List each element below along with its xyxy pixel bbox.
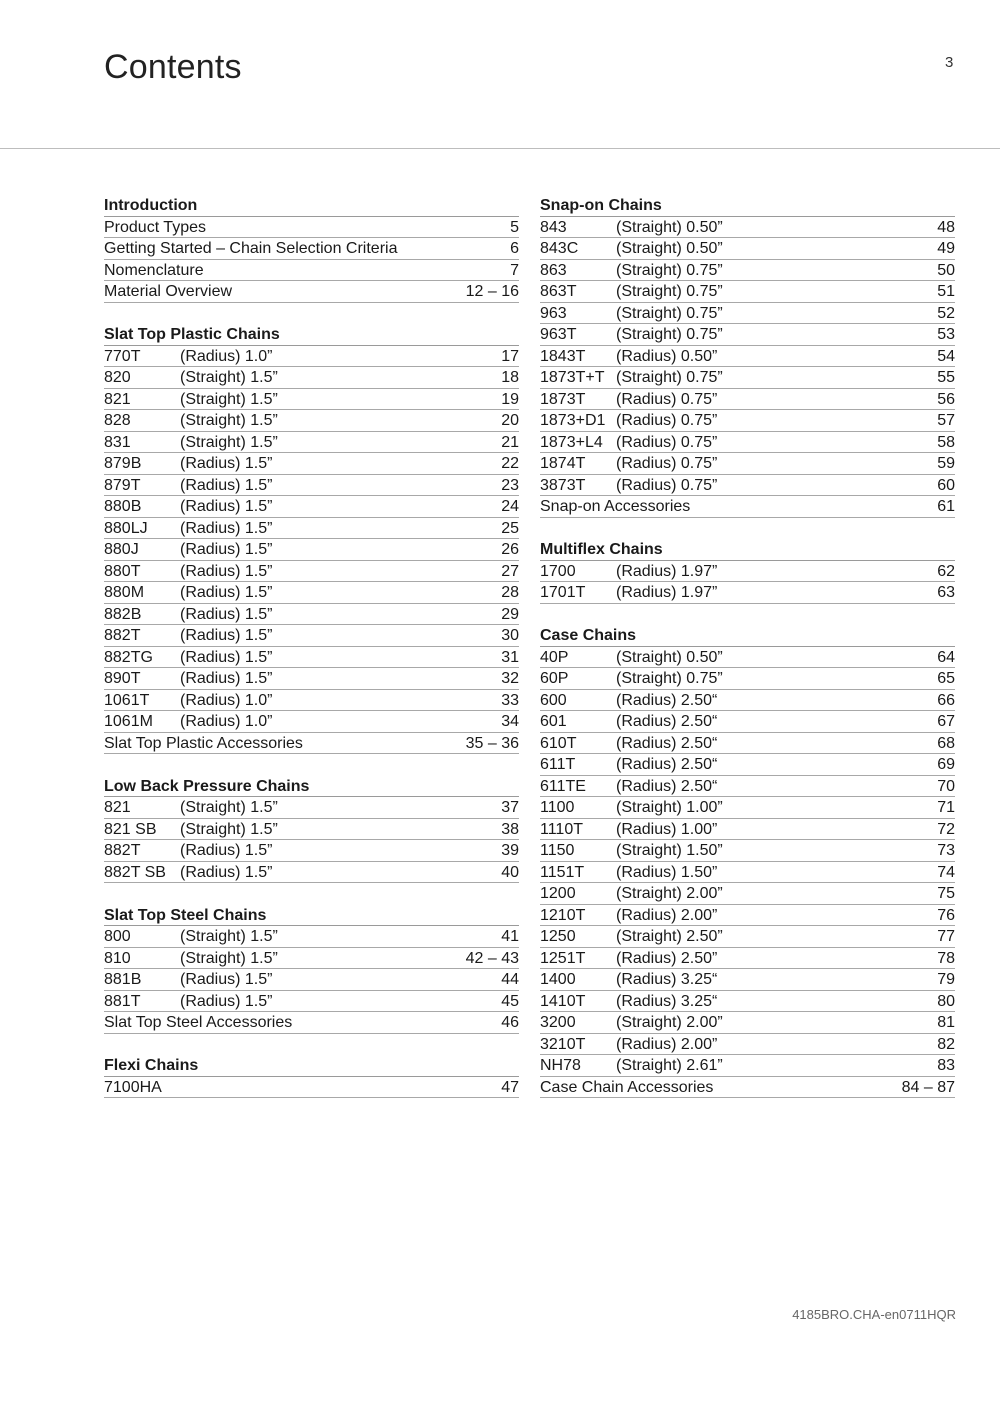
toc-entry (540, 1034, 955, 1056)
entry-code: 1873+D1 (540, 412, 606, 429)
entry-page: 34 (501, 713, 519, 730)
entry-description: (Straight) 1.5” (180, 799, 278, 816)
toc-section (104, 776, 519, 884)
entry-description: (Radius) 1.0” (180, 347, 273, 365)
entry-page: 22 (501, 455, 519, 472)
entry-page: 64 (937, 648, 955, 666)
toc-entry (540, 1055, 955, 1077)
entry-code: 963 (540, 304, 567, 322)
entry-description: (Radius) 1.5” (180, 455, 273, 472)
entry-page: 21 (501, 433, 519, 451)
section-heading: Introduction (104, 195, 519, 217)
entry-code: 60P (540, 670, 569, 687)
entry-page: 44 (501, 971, 519, 988)
entry-page: 51 (937, 283, 955, 300)
toc-entry (540, 926, 955, 948)
entry-page: 60 (937, 476, 955, 494)
entry-code: 831 (104, 433, 131, 451)
entry-description: (Radius) 0.75” (616, 476, 718, 494)
entry-code: 882T (104, 627, 141, 644)
entry-description: (Straight) 2.00” (616, 1014, 723, 1031)
toc-entry (540, 453, 955, 475)
entry-page: 84 – 87 (901, 1078, 955, 1096)
entry-code: 843C (540, 240, 579, 257)
entry-description: (Radius) 1.5” (180, 971, 273, 988)
entry-description: (Straight) 1.00” (616, 799, 723, 816)
entry-code: 3200 (540, 1014, 576, 1031)
entry-code: 1150 (540, 842, 575, 859)
entry-page: 19 (501, 390, 519, 408)
entry-code: 3873T (540, 476, 586, 494)
toc-entry (540, 991, 955, 1013)
entry-description: (Radius) 2.50“ (616, 713, 718, 730)
entry-code: 828 (104, 412, 131, 429)
toc-section (540, 539, 955, 604)
toc-entry (104, 217, 519, 239)
toc-entry (540, 496, 955, 518)
entry-description: (Radius) 2.50“ (616, 734, 718, 752)
toc-entry (104, 797, 519, 819)
entry-page: 49 (937, 240, 955, 257)
toc-entry (540, 238, 955, 260)
entry-page: 52 (937, 304, 955, 322)
toc-entry (540, 217, 955, 239)
entry-code: 880J (104, 541, 139, 558)
toc-left-column (104, 195, 519, 1120)
entry-code: 810 (104, 949, 131, 967)
entry-page: 58 (937, 433, 955, 451)
section-heading: Slat Top Steel Chains (104, 905, 519, 927)
entry-code: 880M (104, 584, 145, 601)
entry-page: 76 (937, 906, 955, 924)
entry-description: Product Types (104, 218, 206, 236)
entry-code: 880LJ (104, 519, 148, 537)
toc-entry (540, 948, 955, 970)
entry-description: (Straight) 1.5” (180, 412, 278, 429)
entry-description: (Straight) 0.75” (616, 304, 723, 322)
toc-entry (104, 389, 519, 411)
entry-code: 880T (104, 562, 141, 580)
entry-description: Snap-on Accessories (540, 498, 691, 515)
entry-description: (Radius) 3.25“ (616, 992, 718, 1010)
entry-page: 7 (510, 261, 519, 279)
entry-code: 1701T (540, 584, 586, 601)
entry-description: (Straight) 0.50” (616, 218, 723, 236)
entry-page: 20 (501, 412, 519, 429)
entry-description: (Radius) 1.0” (180, 713, 273, 730)
entry-code: 821 SB (104, 820, 157, 838)
entry-page: 18 (501, 369, 519, 386)
entry-description: (Straight) 0.75” (616, 261, 723, 279)
entry-page: 70 (937, 777, 955, 795)
entry-page: 25 (501, 519, 519, 537)
toc-entry (104, 668, 519, 690)
toc-entry (104, 496, 519, 518)
entry-page: 23 (501, 476, 519, 494)
entry-page: 79 (937, 971, 955, 988)
entry-description: (Straight) 0.50” (616, 240, 723, 257)
entry-description: (Straight) 0.75” (616, 326, 723, 343)
toc-entry (540, 367, 955, 389)
entry-code: 40P (540, 648, 569, 666)
toc-entry (104, 518, 519, 540)
entry-page: 83 (937, 1057, 955, 1074)
entry-page: 78 (937, 949, 955, 967)
entry-page: 75 (937, 885, 955, 902)
entry-page: 32 (501, 670, 519, 687)
entry-page: 48 (937, 218, 955, 236)
entry-description: (Radius) 1.00” (616, 820, 718, 838)
entry-code: 882B (104, 605, 142, 623)
entry-code: 1700 (540, 562, 576, 580)
entry-description: (Radius) 1.50” (616, 863, 718, 881)
page-title: Contents (104, 48, 242, 86)
toc-entry (104, 926, 519, 948)
entry-code: 881T (104, 992, 141, 1010)
entry-description: (Straight) 1.5” (180, 949, 278, 967)
section-heading: Snap-on Chains (540, 195, 955, 217)
entry-code: 1843T (540, 347, 586, 365)
toc-section (540, 195, 955, 518)
toc-entry (104, 991, 519, 1013)
page-number: 3 (945, 54, 954, 71)
entry-description: (Straight) 1.5” (180, 433, 278, 451)
entry-page: 5 (510, 218, 519, 236)
entry-description: (Radius) 2.50“ (616, 691, 718, 709)
entry-page: 39 (501, 842, 519, 859)
entry-page: 71 (937, 799, 955, 816)
entry-page: 31 (501, 648, 519, 666)
entry-page: 73 (937, 842, 955, 859)
entry-page: 50 (937, 261, 955, 279)
entry-description: (Radius) 1.5” (180, 627, 273, 644)
entry-description (180, 1077, 501, 1098)
entry-description: Slat Top Plastic Accessories (104, 734, 303, 752)
entry-page: 40 (501, 863, 519, 881)
toc-entry (104, 367, 519, 389)
entry-description: (Radius) 0.50” (616, 347, 718, 365)
entry-page: 77 (937, 928, 955, 945)
toc-right-column (540, 195, 955, 1120)
toc-entry (540, 432, 955, 454)
entry-code: 879T (104, 476, 141, 494)
toc-entry (540, 260, 955, 282)
entry-page: 65 (937, 670, 955, 687)
entry-page: 35 – 36 (465, 734, 519, 752)
toc-entry (104, 539, 519, 561)
entry-description: (Straight) 0.75” (616, 283, 723, 300)
toc-entry (540, 1012, 955, 1034)
entry-code: 863 (540, 261, 567, 279)
entry-code: 1873+L4 (540, 433, 603, 451)
toc-entry (104, 862, 519, 884)
toc-entry (540, 410, 955, 432)
entry-code: 879B (104, 455, 142, 472)
entry-description: (Radius) 1.5” (180, 562, 273, 580)
entry-description: (Straight) 1.5” (180, 820, 278, 838)
entry-description: (Radius) 2.50“ (616, 756, 718, 773)
toc-entry (104, 1077, 519, 1099)
entry-description: Material Overview (104, 283, 233, 300)
entry-page: 24 (501, 498, 519, 515)
entry-code: 820 (104, 369, 131, 386)
entry-description: (Radius) 1.5” (180, 476, 273, 494)
toc-entry (104, 561, 519, 583)
entry-description: (Radius) 2.00” (616, 906, 718, 924)
entry-page: 68 (937, 734, 955, 752)
entry-code: 821 (104, 390, 131, 408)
section-heading: Multiflex Chains (540, 539, 955, 561)
entry-code: 963T (540, 326, 577, 343)
entry-description: (Radius) 1.5” (180, 584, 273, 601)
toc-entry (540, 668, 955, 690)
entry-page: 66 (937, 691, 955, 709)
entry-description: (Straight) 2.00” (616, 885, 723, 902)
entry-description: (Radius) 1.97” (616, 562, 718, 580)
entry-description: (Radius) 3.25“ (616, 971, 718, 988)
toc-entry (540, 862, 955, 884)
entry-code: 1250 (540, 928, 576, 945)
toc-entry (104, 819, 519, 841)
entry-description: (Straight) 0.50” (616, 648, 723, 666)
entry-page: 54 (937, 347, 955, 365)
entry-code: 1210T (540, 906, 586, 924)
entry-code: 1151T (540, 863, 585, 881)
entry-code: 821 (104, 799, 131, 816)
entry-description: (Radius) 1.97” (616, 584, 718, 601)
entry-description: (Straight) 1.50” (616, 842, 723, 859)
section-heading: Case Chains (540, 625, 955, 647)
entry-page: 61 (937, 498, 955, 515)
entry-code: 610T (540, 734, 577, 752)
toc-entry (540, 475, 955, 497)
entry-page: 30 (501, 627, 519, 644)
entry-description: (Radius) 1.5” (180, 519, 273, 537)
toc-section (104, 1055, 519, 1098)
entry-code: 882T (104, 842, 141, 859)
entry-description: (Radius) 1.5” (180, 648, 273, 666)
toc-section (104, 324, 519, 754)
entry-page: 63 (937, 584, 955, 601)
entry-page: 62 (937, 562, 955, 580)
entry-code: 7100HA (104, 1078, 162, 1096)
entry-description: (Radius) 2.50“ (616, 777, 718, 795)
toc-entry (540, 690, 955, 712)
toc-entry (540, 582, 955, 604)
entry-page: 46 (501, 1014, 519, 1031)
toc-entry (540, 389, 955, 411)
toc-entry (104, 948, 519, 970)
entry-page: 37 (501, 799, 519, 816)
entry-page: 72 (937, 820, 955, 838)
toc-entry (540, 346, 955, 368)
entry-page: 6 (510, 240, 519, 257)
entry-description: (Radius) 1.5” (180, 992, 273, 1010)
entry-page: 81 (937, 1014, 955, 1031)
entry-page: 67 (937, 713, 955, 730)
entry-page: 12 – 16 (465, 283, 519, 300)
entry-page: 47 (501, 1078, 519, 1096)
entry-code: 1410T (540, 992, 586, 1010)
entry-description: (Radius) 1.5” (180, 863, 273, 881)
entry-code: 1251T (540, 949, 586, 967)
entry-code: 3210T (540, 1035, 586, 1053)
entry-code: 882TG (104, 648, 153, 666)
entry-page: 45 (501, 992, 519, 1010)
entry-description: (Radius) 1.5” (180, 498, 273, 515)
entry-page: 29 (501, 605, 519, 623)
entry-code: 880B (104, 498, 142, 515)
toc-entry (540, 324, 955, 346)
entry-code: 611TE (540, 777, 586, 795)
toc-entry (104, 647, 519, 669)
entry-page: 33 (501, 691, 519, 709)
entry-description: Case Chain Accessories (540, 1078, 714, 1096)
toc-entry (104, 840, 519, 862)
entry-page: 27 (501, 562, 519, 580)
entry-description: (Straight) 0.75” (616, 670, 723, 687)
toc-entry (104, 238, 519, 260)
entry-code: 890T (104, 670, 141, 687)
toc-section (540, 625, 955, 1098)
toc-section (104, 905, 519, 1034)
entry-page: 80 (937, 992, 955, 1010)
toc-entry (104, 690, 519, 712)
entry-code: 863T (540, 283, 577, 300)
entry-code: 601 (540, 713, 567, 730)
entry-page: 41 (501, 928, 519, 945)
toc-entry (104, 625, 519, 647)
toc-entry (104, 733, 519, 755)
entry-description: (Radius) 2.00” (616, 1035, 718, 1053)
entry-page: 59 (937, 455, 955, 472)
entry-description: (Radius) 1.5” (180, 670, 273, 687)
entry-description: (Straight) 1.5” (180, 369, 278, 386)
entry-description: (Radius) 0.75” (616, 412, 718, 429)
entry-description: (Radius) 0.75” (616, 455, 718, 472)
toc-entry (104, 475, 519, 497)
toc-entry (104, 432, 519, 454)
entry-code: 1874T (540, 455, 586, 472)
entry-code: 1873T (540, 390, 586, 408)
toc-entry (540, 733, 955, 755)
header-divider (0, 148, 1000, 149)
entry-code: 1873T+T (540, 369, 605, 386)
toc-entry (540, 969, 955, 991)
entry-code: 1100 (540, 799, 575, 816)
entry-code: 1200 (540, 885, 576, 902)
entry-page: 74 (937, 863, 955, 881)
toc-entry (540, 776, 955, 798)
toc-entry (540, 840, 955, 862)
entry-description: (Radius) 0.75” (616, 390, 718, 408)
entry-code: 611T (540, 756, 576, 773)
entry-page: 55 (937, 369, 955, 386)
entry-code: 843 (540, 218, 567, 236)
entry-description: (Radius) 1.5” (180, 842, 273, 859)
section-heading: Flexi Chains (104, 1055, 519, 1077)
entry-description: Slat Top Steel Accessories (104, 1014, 293, 1031)
toc-entry (540, 819, 955, 841)
entry-code: 882T SB (104, 863, 166, 881)
entry-page: 38 (501, 820, 519, 838)
entry-code: 1400 (540, 971, 576, 988)
entry-code: 1110T (540, 820, 583, 838)
entry-page: 82 (937, 1035, 955, 1053)
toc-entry (540, 883, 955, 905)
entry-description: (Radius) 2.50” (616, 949, 718, 967)
entry-description: (Radius) 1.5” (180, 605, 273, 623)
entry-page: 69 (937, 756, 955, 773)
toc-entry (540, 754, 955, 776)
toc-entry (540, 281, 955, 303)
document-code: 4185BRO.CHA-en0711HQR (792, 1307, 956, 1322)
entry-code: 1061M (104, 713, 153, 730)
toc-entry (540, 561, 955, 583)
toc-entry (104, 711, 519, 733)
toc-entry (540, 647, 955, 669)
entry-page: 56 (937, 390, 955, 408)
toc-entry (540, 303, 955, 325)
entry-description: (Straight) 0.75” (616, 369, 723, 386)
toc-entry (104, 604, 519, 626)
entry-description: (Radius) 1.5” (180, 541, 273, 558)
toc-entry (104, 410, 519, 432)
entry-code: 600 (540, 691, 567, 709)
entry-description: Nomenclature (104, 261, 204, 279)
toc-entry (540, 797, 955, 819)
toc-entry (104, 453, 519, 475)
toc-entry (104, 346, 519, 368)
entry-code: 800 (104, 928, 131, 945)
entry-code: 770T (104, 347, 141, 365)
entry-code: 881B (104, 971, 142, 988)
entry-description: (Straight) 2.61” (616, 1057, 723, 1074)
toc-entry (104, 969, 519, 991)
entry-description: Getting Started – Chain Selection Criteria (104, 240, 398, 257)
entry-description: (Radius) 1.0” (180, 691, 273, 709)
toc-entry (104, 281, 519, 303)
entry-description: (Straight) 2.50” (616, 928, 723, 945)
toc-entry (540, 1077, 955, 1099)
entry-page: 53 (937, 326, 955, 343)
entry-page: 26 (501, 541, 519, 558)
toc-section (104, 195, 519, 303)
section-heading: Low Back Pressure Chains (104, 776, 519, 798)
entry-page: 42 – 43 (465, 949, 519, 967)
entry-page: 57 (937, 412, 955, 429)
entry-description: (Straight) 1.5” (180, 928, 278, 945)
section-heading: Slat Top Plastic Chains (104, 324, 519, 346)
entry-page: 28 (501, 584, 519, 601)
toc-entry (540, 711, 955, 733)
entry-page: 17 (501, 347, 519, 365)
toc-entry (540, 905, 955, 927)
toc-entry (104, 1012, 519, 1034)
entry-code: 1061T (104, 691, 150, 709)
toc-entry (104, 582, 519, 604)
entry-description: (Straight) 1.5” (180, 390, 278, 408)
entry-code: NH78 (540, 1057, 581, 1074)
entry-description: (Radius) 0.75” (616, 433, 718, 451)
toc-entry (104, 260, 519, 282)
